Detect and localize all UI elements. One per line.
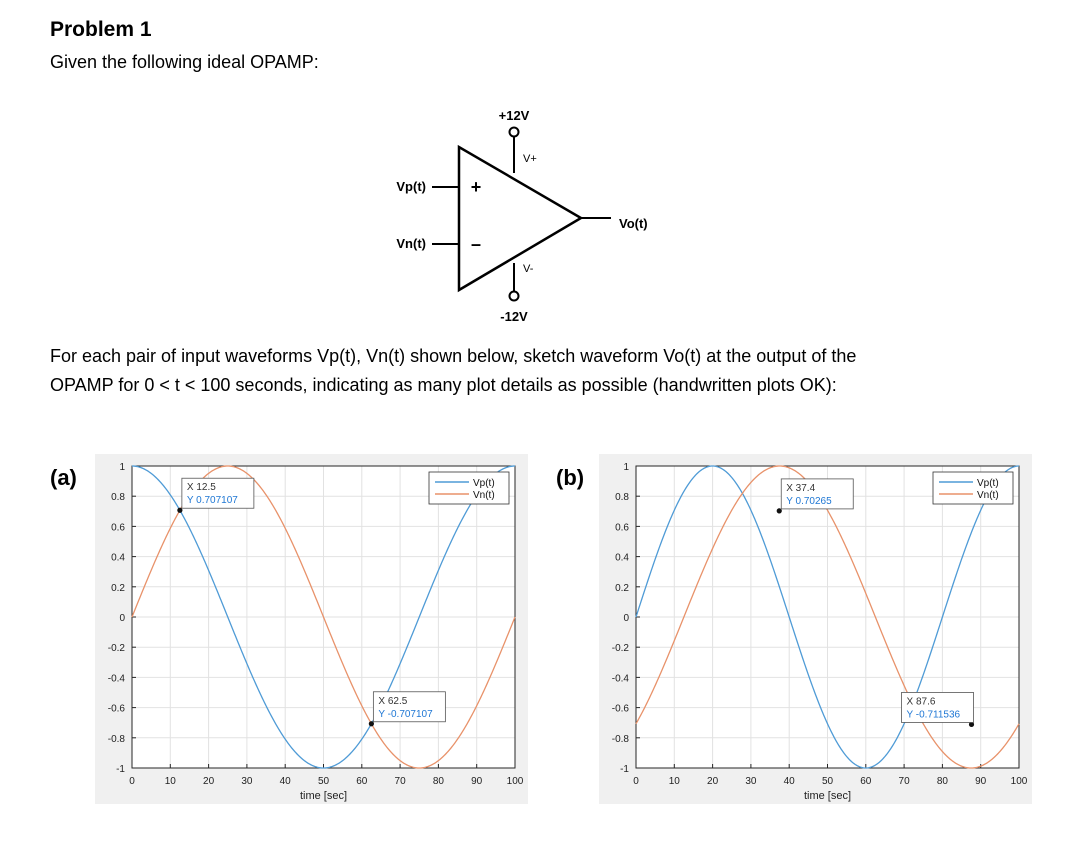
vp-input-label: Vp(t)	[396, 179, 426, 194]
y-tick-label: 1	[119, 462, 125, 473]
y-tick-label: 0.8	[111, 492, 125, 504]
vplus-pin-label: V+	[523, 153, 537, 165]
x-axis-label: time [sec]	[299, 790, 348, 802]
datatip-x-label: X 12.5	[186, 482, 216, 494]
vminus-pin-label: V-	[523, 263, 534, 275]
x-tick-label: 40	[783, 776, 795, 787]
bottom-supply-label: -12V	[500, 309, 528, 324]
y-tick-label: 0.2	[111, 582, 125, 594]
instruction-text	[50, 342, 1050, 400]
x-tick-label: 60	[356, 776, 368, 787]
output-label: Vo(t)	[619, 216, 648, 231]
chart-panel-b	[554, 452, 1034, 812]
problem-intro: Given the following ideal OPAMP:	[50, 52, 319, 72]
y-tick-label: -0.6	[611, 703, 629, 715]
panel-label-b: (b)	[556, 465, 585, 490]
y-tick-label: -0.4	[611, 673, 629, 685]
legend	[429, 472, 509, 504]
datatip-y-label: Y -0.711536	[906, 709, 961, 721]
x-tick-label: 70	[898, 776, 910, 787]
y-tick-label: -1	[116, 764, 125, 775]
y-tick-label: 0.8	[615, 492, 629, 504]
datatip-x-label: X 87.6	[906, 696, 936, 708]
x-tick-label: 40	[279, 776, 291, 787]
x-tick-label: 90	[975, 776, 987, 787]
y-tick-label: -0.8	[611, 733, 629, 745]
x-tick-label: 80	[432, 776, 444, 787]
problem-title: Problem 1	[50, 18, 152, 41]
bottom-supply-terminal	[510, 292, 519, 301]
y-tick-label: 0.6	[615, 522, 629, 534]
x-tick-label: 70	[394, 776, 406, 787]
y-tick-label: -1	[620, 764, 629, 775]
x-tick-label: 20	[707, 776, 719, 787]
opamp-triangle	[459, 147, 581, 290]
x-tick-label: 30	[241, 776, 253, 787]
minus-sign: –	[470, 234, 482, 254]
y-tick-label: 0	[623, 613, 629, 624]
vn-input-label: Vn(t)	[396, 236, 426, 251]
datatip-y-label: Y 0.707107	[186, 495, 238, 507]
opamp-schematic	[340, 100, 700, 330]
legend-label: Vp(t)	[977, 478, 999, 489]
top-supply-terminal	[510, 128, 519, 137]
y-tick-label: 0	[119, 613, 125, 624]
y-tick-label: -0.2	[107, 643, 125, 655]
datatip-y-label: Y 0.70265	[786, 495, 832, 507]
plus-sign: +	[470, 177, 482, 197]
x-tick-label: 100	[506, 776, 524, 787]
x-tick-label: 80	[936, 776, 948, 787]
x-tick-label: 60	[860, 776, 872, 787]
legend-label: Vn(t)	[473, 490, 495, 501]
y-tick-label: 0.4	[111, 552, 125, 564]
y-tick-label: -0.4	[107, 673, 125, 685]
instruction-line-2: OPAMP for 0 < t < 100 seconds, indicating as many plot details as possible (handwritten plots OK):	[50, 375, 837, 395]
top-supply-label: +12V	[498, 108, 530, 123]
datatip-y-label: Y -0.707107	[378, 708, 433, 720]
legend-label: Vp(t)	[473, 478, 495, 489]
legend	[933, 472, 1013, 504]
x-tick-label: 0	[129, 776, 135, 787]
y-tick-label: 0.4	[615, 552, 629, 564]
x-tick-label: 100	[1010, 776, 1028, 787]
legend-label: Vn(t)	[977, 490, 999, 501]
instruction-line-1: For each pair of input waveforms Vp(t), Vn(t) shown below, sketch waveform Vo(t) at the output of the	[50, 346, 857, 366]
panel-label-a: (a)	[50, 465, 77, 490]
x-tick-label: 20	[203, 776, 215, 787]
y-tick-label: -0.6	[107, 703, 125, 715]
chart-panel-a	[50, 452, 530, 812]
y-tick-label: 1	[623, 462, 629, 473]
x-tick-label: 0	[633, 776, 639, 787]
y-tick-label: 0.6	[111, 522, 125, 534]
x-tick-label: 90	[471, 776, 483, 787]
y-tick-label: 0.2	[615, 582, 629, 594]
x-tick-label: 10	[668, 776, 680, 787]
y-tick-label: -0.2	[611, 643, 629, 655]
x-tick-label: 50	[821, 776, 834, 787]
x-tick-label: 30	[745, 776, 757, 787]
datatip-x-label: X 62.5	[378, 695, 408, 707]
datatip-x-label: X 37.4	[786, 482, 816, 494]
x-tick-label: 50	[317, 776, 330, 787]
x-tick-label: 10	[164, 776, 176, 787]
x-axis-label: time [sec]	[803, 790, 852, 802]
y-tick-label: -0.8	[107, 733, 125, 745]
